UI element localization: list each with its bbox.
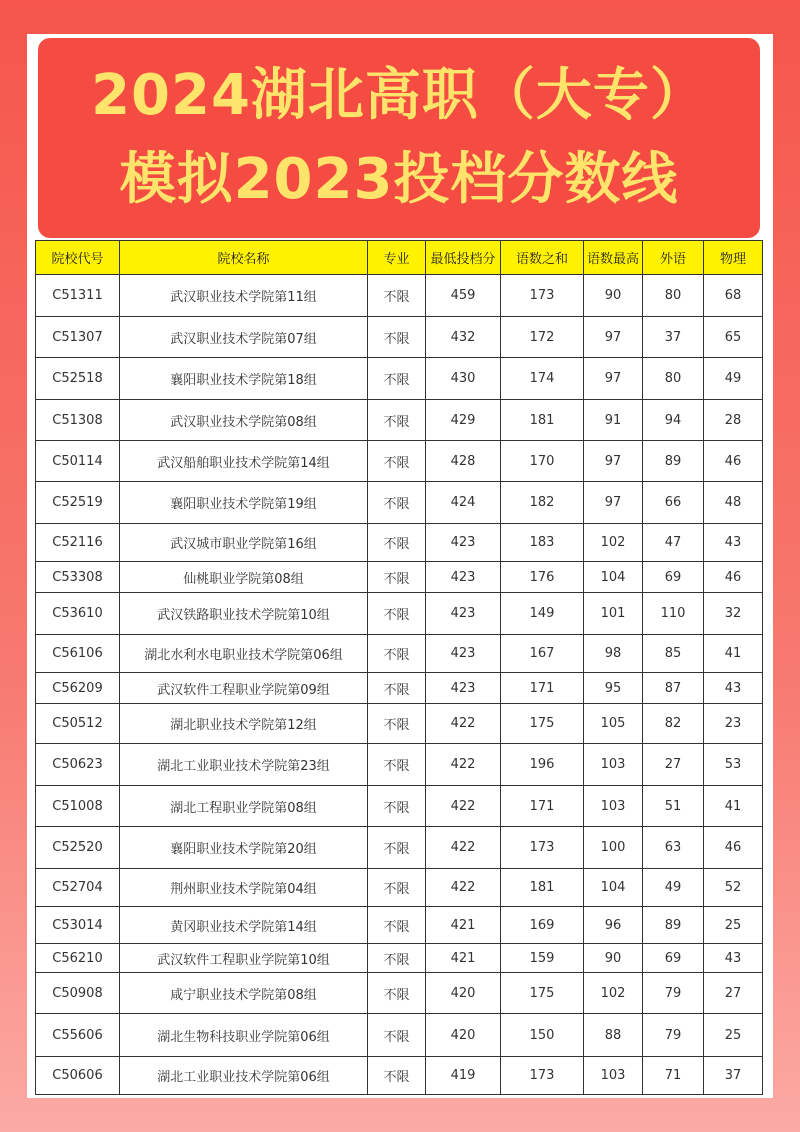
cell-major: 不限 [368,275,426,317]
cell-chinese-math-sum: 150 [501,1014,584,1057]
cell-physics: 41 [704,635,763,673]
cell-foreign-language: 66 [643,482,704,524]
cell-chinese-math-max: 91 [584,400,643,441]
cell-major: 不限 [368,358,426,400]
cell-major: 不限 [368,786,426,827]
cell-physics: 43 [704,944,763,973]
cell-chinese-math-sum: 175 [501,973,584,1014]
cell-min-score: 430 [426,358,501,400]
cell-foreign-language: 89 [643,907,704,944]
table-row [36,1014,763,1057]
table-row [36,1057,763,1095]
cell-chinese-math-max: 90 [584,275,643,317]
cell-chinese-math-max: 104 [584,562,643,593]
cell-chinese-math-sum: 169 [501,907,584,944]
cell-school-name: 湖北工程职业学院第08组 [120,786,368,827]
cell-school-code: C50512 [36,704,120,744]
cell-foreign-language: 110 [643,593,704,635]
cell-chinese-math-max: 97 [584,441,643,482]
cell-school-code: C56209 [36,673,120,704]
cell-foreign-language: 63 [643,827,704,869]
cell-foreign-language: 27 [643,744,704,786]
cell-school-code: C52519 [36,482,120,524]
cell-school-code: C56106 [36,635,120,673]
cell-min-score: 422 [426,869,501,907]
cell-chinese-math-max: 98 [584,635,643,673]
cell-physics: 65 [704,317,763,358]
cell-physics: 37 [704,1057,763,1095]
cell-school-name: 武汉船舶职业技术学院第14组 [120,441,368,482]
table-row [36,593,763,635]
cell-school-name: 荆州职业技术学院第04组 [120,869,368,907]
table-row [36,944,763,973]
table-row [36,482,763,524]
table-row [36,635,763,673]
cell-school-name: 武汉铁路职业技术学院第10组 [120,593,368,635]
cell-school-name: 湖北工业职业技术学院第06组 [120,1057,368,1095]
cell-chinese-math-sum: 176 [501,562,584,593]
cell-foreign-language: 89 [643,441,704,482]
title-line-1: 2024湖北高职（大专） [91,63,707,128]
cell-school-name: 武汉职业技术学院第07组 [120,317,368,358]
cell-school-code: C52704 [36,869,120,907]
cell-school-code: C50623 [36,744,120,786]
cell-physics: 49 [704,358,763,400]
table-row [36,317,763,358]
cell-school-name: 湖北水利水电职业技术学院第06组 [120,635,368,673]
cell-school-name: 武汉城市职业学院第16组 [120,524,368,562]
cell-school-code: C52116 [36,524,120,562]
cell-major: 不限 [368,524,426,562]
cell-major: 不限 [368,317,426,358]
cell-min-score: 422 [426,704,501,744]
cell-foreign-language: 85 [643,635,704,673]
cell-physics: 68 [704,275,763,317]
table-row [36,704,763,744]
cell-min-score: 422 [426,744,501,786]
header-chinese-math-max: 语数最高 [584,241,643,275]
cell-physics: 23 [704,704,763,744]
cell-school-name: 仙桃职业学院第08组 [120,562,368,593]
cell-physics: 43 [704,524,763,562]
header-major: 专业 [368,241,426,275]
cell-foreign-language: 82 [643,704,704,744]
cell-school-name: 黄冈职业技术学院第14组 [120,907,368,944]
cell-foreign-language: 69 [643,562,704,593]
cell-min-score: 432 [426,317,501,358]
table-row [36,869,763,907]
cell-chinese-math-max: 95 [584,673,643,704]
cell-physics: 27 [704,973,763,1014]
cell-chinese-math-sum: 171 [501,786,584,827]
admission-score-table [35,240,763,1095]
table-header-row [36,241,763,275]
cell-chinese-math-max: 105 [584,704,643,744]
cell-major: 不限 [368,441,426,482]
cell-chinese-math-max: 102 [584,524,643,562]
table-row [36,358,763,400]
cell-major: 不限 [368,1014,426,1057]
cell-foreign-language: 71 [643,1057,704,1095]
cell-school-code: C50114 [36,441,120,482]
cell-chinese-math-sum: 173 [501,827,584,869]
cell-chinese-math-max: 103 [584,786,643,827]
cell-major: 不限 [368,704,426,744]
cell-major: 不限 [368,1057,426,1095]
cell-chinese-math-max: 101 [584,593,643,635]
cell-min-score: 420 [426,973,501,1014]
table-row [36,673,763,704]
cell-chinese-math-max: 103 [584,1057,643,1095]
cell-major: 不限 [368,973,426,1014]
cell-school-code: C51308 [36,400,120,441]
cell-chinese-math-max: 90 [584,944,643,973]
cell-chinese-math-sum: 173 [501,275,584,317]
cell-min-score: 459 [426,275,501,317]
cell-chinese-math-sum: 181 [501,400,584,441]
cell-min-score: 423 [426,562,501,593]
cell-school-code: C51311 [36,275,120,317]
cell-school-code: C52520 [36,827,120,869]
table-row [36,441,763,482]
cell-school-code: C53308 [36,562,120,593]
cell-chinese-math-sum: 173 [501,1057,584,1095]
cell-foreign-language: 69 [643,944,704,973]
cell-min-score: 419 [426,1057,501,1095]
cell-physics: 25 [704,907,763,944]
cell-chinese-math-sum: 170 [501,441,584,482]
cell-school-name: 襄阳职业技术学院第20组 [120,827,368,869]
cell-school-code: C51307 [36,317,120,358]
cell-physics: 46 [704,441,763,482]
cell-physics: 46 [704,562,763,593]
cell-school-name: 咸宁职业技术学院第08组 [120,973,368,1014]
cell-school-code: C55606 [36,1014,120,1057]
cell-major: 不限 [368,673,426,704]
cell-school-code: C52518 [36,358,120,400]
table-row [36,827,763,869]
cell-min-score: 420 [426,1014,501,1057]
cell-chinese-math-max: 104 [584,869,643,907]
cell-school-code: C53610 [36,593,120,635]
title-banner [38,38,760,238]
cell-physics: 43 [704,673,763,704]
cell-school-name: 襄阳职业技术学院第19组 [120,482,368,524]
cell-chinese-math-sum: 174 [501,358,584,400]
cell-min-score: 429 [426,400,501,441]
cell-major: 不限 [368,635,426,673]
cell-school-code: C51008 [36,786,120,827]
cell-physics: 53 [704,744,763,786]
cell-min-score: 423 [426,593,501,635]
cell-chinese-math-max: 97 [584,358,643,400]
table-row [36,562,763,593]
cell-min-score: 423 [426,524,501,562]
cell-min-score: 421 [426,907,501,944]
table-row [36,973,763,1014]
cell-major: 不限 [368,562,426,593]
header-school-code: 院校代号 [36,241,120,275]
cell-major: 不限 [368,827,426,869]
cell-min-score: 422 [426,786,501,827]
cell-chinese-math-sum: 175 [501,704,584,744]
cell-min-score: 428 [426,441,501,482]
cell-school-code: C56210 [36,944,120,973]
header-chinese-math-sum: 语数之和 [501,241,584,275]
cell-chinese-math-sum: 172 [501,317,584,358]
cell-chinese-math-sum: 181 [501,869,584,907]
cell-chinese-math-max: 96 [584,907,643,944]
cell-school-name: 武汉软件工程职业学院第10组 [120,944,368,973]
table-row [36,744,763,786]
cell-physics: 28 [704,400,763,441]
table-row [36,524,763,562]
cell-school-name: 武汉职业技术学院第11组 [120,275,368,317]
cell-physics: 52 [704,869,763,907]
cell-min-score: 421 [426,944,501,973]
cell-min-score: 422 [426,827,501,869]
cell-min-score: 423 [426,673,501,704]
table-row [36,275,763,317]
cell-physics: 48 [704,482,763,524]
cell-chinese-math-sum: 183 [501,524,584,562]
cell-school-name: 武汉职业技术学院第08组 [120,400,368,441]
cell-chinese-math-sum: 167 [501,635,584,673]
header-physics: 物理 [704,241,763,275]
cell-foreign-language: 80 [643,275,704,317]
cell-chinese-math-sum: 149 [501,593,584,635]
cell-major: 不限 [368,744,426,786]
cell-school-name: 襄阳职业技术学院第18组 [120,358,368,400]
cell-chinese-math-max: 97 [584,482,643,524]
cell-physics: 41 [704,786,763,827]
cell-major: 不限 [368,482,426,524]
cell-chinese-math-sum: 171 [501,673,584,704]
table-row [36,400,763,441]
cell-chinese-math-sum: 159 [501,944,584,973]
cell-major: 不限 [368,593,426,635]
cell-foreign-language: 79 [643,973,704,1014]
title-line-2: 模拟2023投档分数线 [119,147,679,212]
header-foreign-language: 外语 [643,241,704,275]
cell-foreign-language: 94 [643,400,704,441]
cell-school-name: 湖北生物科技职业学院第06组 [120,1014,368,1057]
table-row [36,786,763,827]
table-row [36,907,763,944]
cell-foreign-language: 47 [643,524,704,562]
header-min-score: 最低投档分 [426,241,501,275]
cell-major: 不限 [368,400,426,441]
cell-min-score: 424 [426,482,501,524]
header-school-name: 院校名称 [120,241,368,275]
cell-physics: 32 [704,593,763,635]
cell-chinese-math-max: 100 [584,827,643,869]
cell-major: 不限 [368,944,426,973]
cell-foreign-language: 87 [643,673,704,704]
cell-foreign-language: 80 [643,358,704,400]
cell-chinese-math-max: 97 [584,317,643,358]
cell-school-name: 武汉软件工程职业学院第09组 [120,673,368,704]
cell-chinese-math-max: 88 [584,1014,643,1057]
cell-foreign-language: 51 [643,786,704,827]
cell-foreign-language: 49 [643,869,704,907]
cell-foreign-language: 79 [643,1014,704,1057]
cell-physics: 25 [704,1014,763,1057]
cell-chinese-math-sum: 182 [501,482,584,524]
cell-school-name: 湖北工业职业技术学院第23组 [120,744,368,786]
cell-chinese-math-max: 103 [584,744,643,786]
cell-physics: 46 [704,827,763,869]
cell-school-code: C50606 [36,1057,120,1095]
cell-chinese-math-max: 102 [584,973,643,1014]
cell-major: 不限 [368,907,426,944]
cell-major: 不限 [368,869,426,907]
cell-school-code: C53014 [36,907,120,944]
cell-school-name: 湖北职业技术学院第12组 [120,704,368,744]
cell-foreign-language: 37 [643,317,704,358]
cell-chinese-math-sum: 196 [501,744,584,786]
cell-school-code: C50908 [36,973,120,1014]
cell-min-score: 423 [426,635,501,673]
